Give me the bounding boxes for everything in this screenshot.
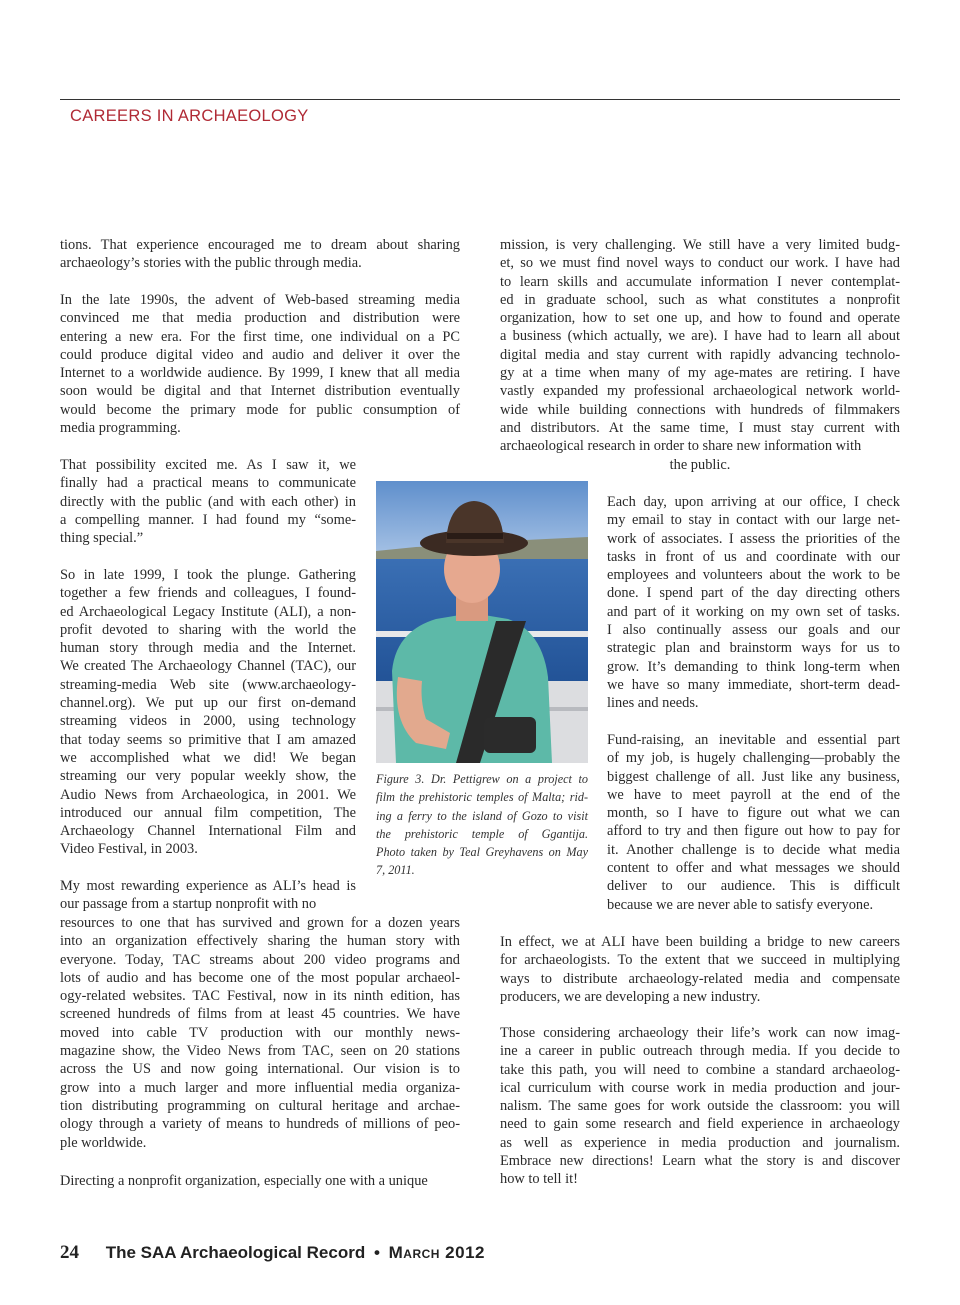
text-line: ple worldwide.: [60, 1134, 147, 1151]
text-line: et, so we must find novel ways to conduct our work. I have had: [500, 255, 900, 272]
text-line: archaeological research in order to share new information with: [500, 438, 862, 455]
text-line: employees and volunteers about the work to be: [607, 567, 900, 584]
text-line: for archaeologists. To the extent that we succeed in multiplying: [500, 952, 900, 969]
text-line: In effect, we at ALI have been building a bridge to new careers: [500, 934, 900, 950]
text-line: In the late 1990s, the advent of Web-based streaming media: [60, 292, 460, 308]
text-line: My most rewarding experience as ALI’s head is: [60, 878, 356, 894]
text-line: introduced our annual film competition, The: [60, 804, 356, 821]
photo-illustration: [376, 481, 588, 763]
text-line: strategic plan and brainstorm ways for us to: [607, 640, 900, 657]
page-footer: [60, 1242, 485, 1264]
text-line: Archaeology Channel International Film and: [60, 823, 356, 840]
text-line: and part of it working on my own set of tasks.: [607, 603, 900, 620]
text-line: nalism. The same goes for work outside the classroom: you will: [500, 1098, 900, 1115]
text-line: screened hundreds of films from at least 45 countries. We have: [60, 1006, 460, 1023]
text-line: as well as experience in media production and journalism.: [500, 1134, 900, 1151]
text-line: convinced me that media production and distribution were: [60, 310, 460, 327]
left-paragraph-5-narrow: [60, 877, 356, 914]
text-line: a business (which actually, we are). I have had to learn all about: [500, 328, 900, 345]
text-line: everyone. Today, TAC streams about 200 video programs and: [60, 951, 460, 968]
text-line: and distributors. At the same time, I must stay current with: [500, 419, 900, 436]
text-line: it. Another challenge is to decide what media: [607, 841, 900, 858]
text-line: could produce digital video and audio and deliver it over the: [60, 346, 460, 363]
text-line: streaming videos in 2000, using technology: [60, 713, 356, 730]
text-line: We created The Archaeology Channel (TAC), our: [60, 658, 356, 675]
text-line: vastly expanded my professional archaeological network world-: [500, 383, 900, 400]
text-line: producers, we are developing a new industry.: [500, 988, 761, 1005]
text-line: entering a new era. For the first time, one individual on a PC: [60, 328, 460, 345]
text-line: Embrace new directions! Learn what the story is and discover: [500, 1153, 900, 1170]
left-paragraph-4: [60, 566, 356, 859]
text-line: film the prehistoric temples of Malta; rid-: [376, 790, 588, 805]
text-line: the prehistoric temple of Ggantija.: [376, 826, 588, 841]
text-line: work of associates. I assess the priorities of the: [607, 530, 900, 547]
text-line: my email to stay in contact with our large net-: [607, 512, 900, 529]
text-line: I also continually assess our goals and our: [607, 622, 900, 639]
text-line: profit devoted to sharing with the world the: [60, 621, 356, 638]
text-line: ed in graduate school, such as what constitutes a nonprofit: [500, 291, 900, 308]
page-number: 24: [60, 1242, 79, 1263]
text-line: to learn skills and accumulate information I never contemplat-: [500, 273, 900, 290]
text-line: gy at a time when many of my age-mates are retiring. I have: [500, 365, 900, 382]
text-line: soon would be digital and that Internet distribution eventually: [60, 383, 460, 400]
text-line: ine a career in public outreach through media. If you decide to: [500, 1043, 900, 1060]
text-line: our passage from a startup nonprofit with no: [60, 896, 317, 913]
text-line: finally had a practical means to communicate: [60, 475, 356, 492]
text-line: So in late 1999, I took the plunge. Gathering: [60, 567, 356, 583]
figure-photo: [376, 481, 588, 763]
text-line: of my job, is hugely challenging—probably the: [607, 750, 900, 767]
text-line: because we are never able to satisfy everyone.: [607, 896, 874, 913]
text-line: digital media and stay current with rapidly advancing technolo-: [500, 346, 900, 363]
text-line: magazine show, the Video News from TAC, seen on 20 stations: [60, 1043, 460, 1060]
text-line: Figure 3. Dr. Pettigrew on a project to: [376, 772, 588, 786]
text-line: streaming-media Web site (www.archaeology-: [60, 676, 356, 693]
text-line: deliver to our audience. This is difficult: [607, 878, 900, 895]
text-line: resources to one that has survived and grown for a dozen years: [60, 915, 460, 931]
text-line: wide while building connections with hundreds of filmmakers: [500, 401, 900, 418]
right-paragraph-1: [500, 236, 900, 456]
text-line: the public.: [669, 457, 731, 473]
text-line: tions. That experience encouraged me to dream about sharing: [60, 237, 460, 253]
text-line: Audio News from Archaeologica, in 2001. We: [60, 786, 356, 803]
text-line: Video Festival, in 2003.: [60, 841, 198, 858]
text-line: month, so I have to figure out what we can: [607, 805, 900, 822]
text-line: ical curriculum with course work in media production and jour-: [500, 1079, 900, 1096]
right-paragraph-4: [500, 933, 900, 1006]
footer-separator: •: [373, 1243, 380, 1262]
text-line: together a few friends and colleagues, I found-: [60, 585, 356, 602]
text-line: ed Archaeological Legacy Institute (ALI), a non-: [60, 603, 356, 620]
text-line: channel.org). We put up our first on-demand: [60, 695, 356, 712]
text-line: we have to meet payroll at the end of the: [607, 786, 900, 803]
text-line: media programming.: [60, 420, 181, 437]
text-line: 7, 2011.: [376, 863, 415, 878]
text-line: across the US and now going international. Our vision is to: [60, 1061, 460, 1078]
text-line: directly with the public (and with each other) in: [60, 493, 356, 510]
text-line: that today seems so primitive that I am amazed: [60, 731, 356, 748]
text-line: ways to distribute archaeology-related media and compensate: [500, 970, 900, 987]
text-line: streaming our very popular weekly show, the: [60, 768, 356, 785]
text-line: Internet to a worldwide audience. By 1999, I knew that all media: [60, 365, 460, 382]
left-paragraph-6: [60, 1172, 460, 1190]
text-line: ogy-related websites. TAC Festival, now in its ninth edition, has: [60, 988, 460, 1005]
text-line: afford to try and then figure out how to pay for: [607, 823, 900, 840]
issue-date: March 2012: [388, 1243, 485, 1262]
text-line: we have so many immediate, short-term dead-: [607, 676, 900, 693]
text-line: would become the primary mode for public consumption of: [60, 401, 460, 418]
left-paragraph-1: [60, 236, 460, 273]
text-line: grow into a much larger and more influential media organiza-: [60, 1079, 460, 1096]
text-line: content to offer and what messages we should: [607, 860, 900, 877]
text-line: moved into cable TV production with our monthly news-: [60, 1024, 460, 1041]
text-line: a compelling manner. I had found my “some-: [60, 511, 356, 528]
text-line: grow. It’s demanding to think long-term when: [607, 658, 900, 675]
left-paragraph-3: [60, 456, 356, 547]
right-paragraph-2: [607, 493, 900, 713]
text-line: we accomplished what we did! We began: [60, 749, 356, 766]
figure-caption: [376, 770, 588, 880]
text-line: into an organization effectively sharing the human story with: [60, 933, 460, 950]
text-line: Fund-raising, an inevitable and essential part: [607, 732, 900, 748]
text-line: take this path, you will need to combine a standard archaeolog-: [500, 1061, 900, 1078]
section-label: CAREERS IN ARCHAEOLOGY: [70, 107, 309, 125]
text-line: how to tell it!: [500, 1171, 578, 1188]
text-line: mission, is very challenging. We still have a very limited budg-: [500, 237, 900, 253]
text-line: tasks in front of us and coordinate with our: [607, 548, 900, 565]
text-line: archaeology’s stories with the public through media.: [60, 255, 362, 272]
text-line: ing a ferry to the island of Gozo to visit: [376, 808, 588, 823]
text-line: Directing a nonprofit organization, especially one with a unique: [60, 1173, 428, 1189]
text-line: need to gain some research and field experience in archaeology: [500, 1116, 900, 1133]
text-line: lots of audio and has become one of the most popular archaeol-: [60, 969, 460, 986]
header-rule: [60, 99, 900, 100]
right-paragraph-5: [500, 1024, 900, 1189]
text-line: Those considering archaeology their life’s work can now imag-: [500, 1025, 900, 1041]
text-line: That possibility excited me. As I saw it, we: [60, 457, 356, 473]
text-line: done. I spend part of the day directing others: [607, 585, 900, 602]
text-line: tion distributing programming on cultural heritage and archae-: [60, 1097, 460, 1114]
text-line: organization, how to set one up, and how to found and operate: [500, 310, 900, 327]
text-line: human story through media and the Internet.: [60, 640, 356, 657]
left-paragraph-5-wide: [60, 914, 460, 1152]
text-line: ology through a variety of means to hundreds of millions of peo-: [60, 1116, 460, 1133]
text-line: biggest challenge of all. Just like any business,: [607, 768, 900, 785]
text-line: lines and needs.: [607, 695, 699, 712]
publication-title: The SAA Archaeological Record: [105, 1243, 366, 1262]
left-paragraph-2: [60, 291, 460, 437]
right-paragraph-3: [607, 731, 900, 914]
text-line: Each day, upon arriving at our office, I check: [607, 494, 900, 510]
text-line: thing special.”: [60, 530, 144, 547]
right-paragraph-1-last: [500, 456, 900, 474]
text-line: Photo taken by Teal Greyhavens on May: [376, 845, 588, 860]
